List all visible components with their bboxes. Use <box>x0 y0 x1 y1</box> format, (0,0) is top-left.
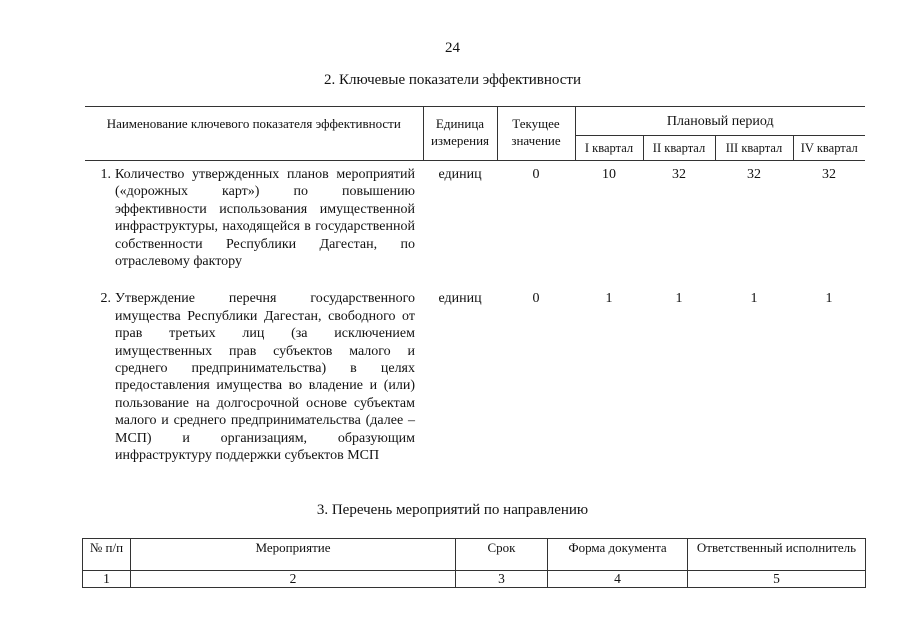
indicator-q1: 1 <box>605 291 613 307</box>
section-3-title: 3. Перечень мероприятий по направлению <box>316 502 589 518</box>
indicator-q2: 32 <box>672 167 686 182</box>
kpi-table <box>85 106 865 465</box>
kpi-header-q2: II квартал <box>643 136 715 161</box>
row-number: 2. <box>100 291 111 307</box>
column-number: 5 <box>688 571 866 588</box>
column-number: 4 <box>548 571 688 588</box>
column-number: 1 <box>83 571 131 588</box>
column-number: 3 <box>456 571 548 588</box>
column-number: 2 <box>131 571 456 588</box>
indicator-name: Утверждение перечня государственного имущества Республики Дагестан, свободного от прав третьих лиц (за исключением имущественных прав субъектов малого и среднего предпринимательства) в целях предоставления имущества во владение и (или) пользование на долгосрочной основе субъектам малого и среднего предпринимательства (далее – МСП) и организациям, образующим инфраструктуру поддержки субъектов МСП <box>115 291 415 464</box>
kpi-header-name: Наименование ключевого показателя эффективности <box>85 107 423 161</box>
indicator-current: 0 <box>532 167 540 182</box>
measures-table <box>82 538 866 588</box>
section-2-title: 2. Ключевые показатели эффективности <box>323 72 582 88</box>
indicator-q4: 32 <box>822 167 837 182</box>
indicator-q1: 10 <box>602 167 616 182</box>
indicator-q4: 1 <box>825 291 833 307</box>
kpi-header-q1: I квартал <box>575 136 643 161</box>
measures-header-row <box>83 539 866 571</box>
kpi-header-q3: III квартал <box>715 136 793 161</box>
indicator-unit: единиц <box>438 167 482 182</box>
indicator-current: 0 <box>532 291 540 307</box>
indicator-unit: единиц <box>438 291 482 307</box>
indicator-q3: 1 <box>750 291 758 307</box>
table-row <box>85 270 865 464</box>
measures-column-numbers <box>83 571 866 588</box>
kpi-header-unit: Единица измерения <box>423 107 497 161</box>
row-number: 1. <box>100 167 111 182</box>
indicator-name: Количество утвержденных планов мероприятий («дорожных карт») по повышению эффективности использования имущественной инфраструктуры, находящейся в государственной собственности Республики Дагестан, по отраслевому фактору <box>115 167 415 270</box>
indicator-q2: 1 <box>675 291 683 307</box>
measures-header-number: № п/п <box>83 539 131 571</box>
kpi-header-plan: Плановый период <box>575 107 865 136</box>
measures-header-executor: Ответственный исполнитель <box>688 539 866 571</box>
page-number: 24 <box>445 40 460 56</box>
measures-header-term: Срок <box>456 539 548 571</box>
kpi-header-q4: IV квартал <box>793 136 865 161</box>
indicator-q3: 32 <box>747 167 761 182</box>
measures-header-doc-form: Форма документа <box>548 539 688 571</box>
measures-header-measure: Мероприятие <box>131 539 456 571</box>
kpi-header-current: Текущее значение <box>497 107 575 161</box>
table-row <box>85 161 865 271</box>
